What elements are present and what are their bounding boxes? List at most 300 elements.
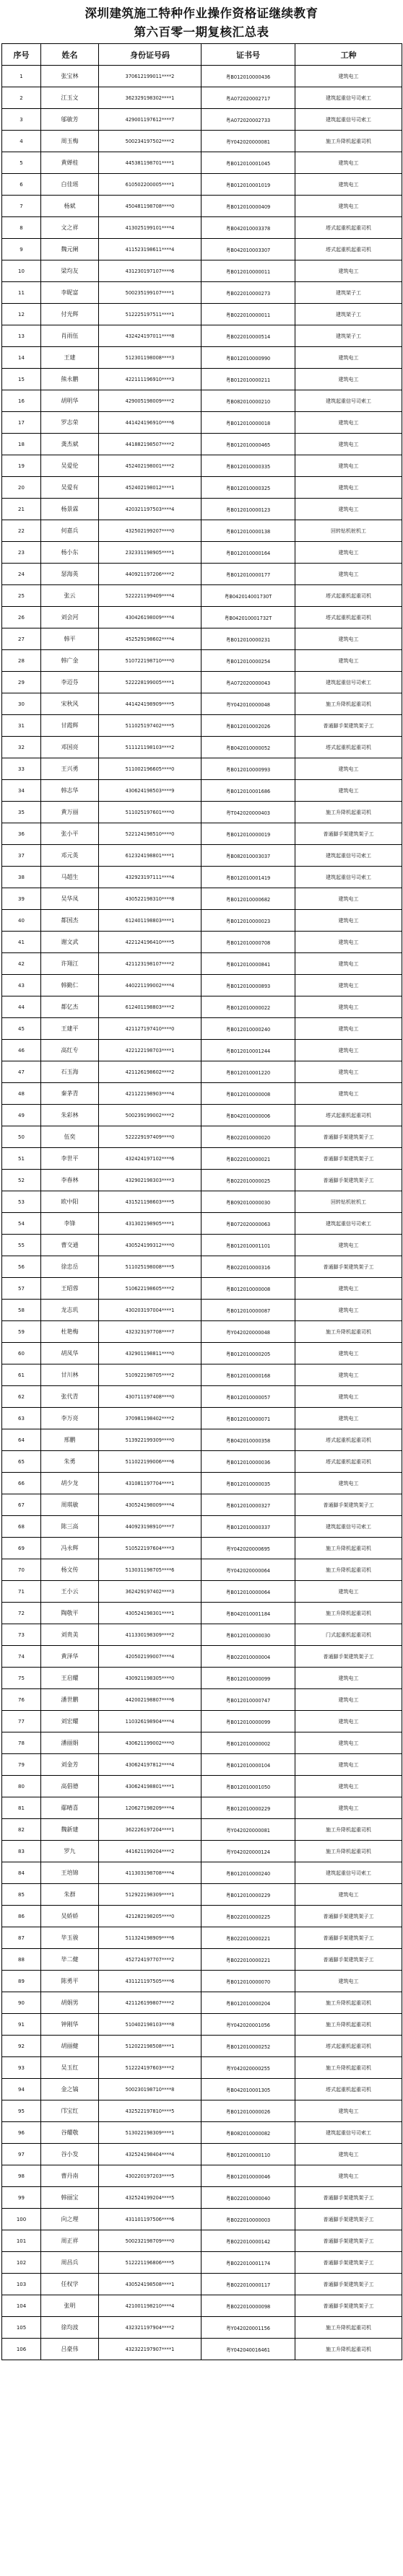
cell-certificate-number: 粤B082010000210 bbox=[202, 390, 295, 412]
cell-name: 高倡德 bbox=[41, 1776, 99, 1797]
cell-certificate-number: 粤B022010000273 bbox=[202, 282, 295, 304]
cell-work-type: 建筑电工 bbox=[295, 1971, 402, 1992]
document-title bbox=[1, 4, 402, 42]
cell-index: 68 bbox=[2, 1516, 41, 1538]
cell-name: 徐忠岳 bbox=[41, 1256, 99, 1278]
cell-id-number: 422111196910****3 bbox=[99, 369, 202, 390]
cell-work-type: 塔式起重机起重司机 bbox=[295, 737, 402, 758]
cell-index: 32 bbox=[2, 737, 41, 758]
cell-id-number: 232331198905****1 bbox=[99, 542, 202, 564]
cell-name: 吕豪伟 bbox=[41, 2339, 99, 2360]
cell-index: 73 bbox=[2, 1624, 41, 1646]
cell-id-number: 510622198605****2 bbox=[99, 1278, 202, 1300]
table-row bbox=[2, 607, 402, 628]
cell-index: 75 bbox=[2, 1668, 41, 1689]
cell-index: 7 bbox=[2, 196, 41, 217]
table-row bbox=[2, 1668, 402, 1689]
cell-certificate-number: 粤B012010000993 bbox=[202, 758, 295, 780]
cell-name: 梁均友 bbox=[41, 260, 99, 282]
table-row bbox=[2, 1386, 402, 1408]
cell-index: 29 bbox=[2, 672, 41, 693]
cell-work-type: 建筑电工 bbox=[295, 1408, 402, 1429]
cell-name: 罗九 bbox=[41, 1841, 99, 1862]
cell-id-number: 513022198309****1 bbox=[99, 2122, 202, 2144]
table-row bbox=[2, 390, 402, 412]
cell-id-number: 430624197812****4 bbox=[99, 1754, 202, 1776]
cell-work-type: 建筑电工 bbox=[295, 152, 402, 174]
cell-work-type: 建筑电工 bbox=[295, 1884, 402, 1906]
cell-work-type: 建筑电工 bbox=[295, 1689, 402, 1711]
cell-index: 67 bbox=[2, 1494, 41, 1516]
cell-id-number: 522124198510****0 bbox=[99, 823, 202, 845]
cell-certificate-number: 粤B042010003307 bbox=[202, 239, 295, 260]
cell-work-type: 施工升降机起重司机 bbox=[295, 2317, 402, 2339]
table-row bbox=[2, 109, 402, 131]
cell-index: 83 bbox=[2, 1841, 41, 1862]
cell-id-number: 432901198811****0 bbox=[99, 1343, 202, 1364]
cell-certificate-number: 粤B012010001220 bbox=[202, 1061, 295, 1083]
cell-name: 潘世鹏 bbox=[41, 1689, 99, 1711]
cell-index: 47 bbox=[2, 1061, 41, 1083]
cell-work-type: 建筑起重信号司索工 bbox=[295, 672, 402, 693]
cell-name: 吴爱有 bbox=[41, 477, 99, 499]
table-row bbox=[2, 2252, 402, 2274]
cell-work-type: 普通脚手架建筑架子工 bbox=[295, 2209, 402, 2230]
cell-work-type: 建筑电工 bbox=[295, 477, 402, 499]
cell-certificate-number: 粤B042010003378 bbox=[202, 217, 295, 239]
cell-index: 50 bbox=[2, 1126, 41, 1148]
cell-id-number: 500235199107****1 bbox=[99, 282, 202, 304]
cell-certificate-number: 粤B012010000110 bbox=[202, 2144, 295, 2165]
table-row bbox=[2, 1451, 402, 1473]
cell-work-type: 施工升降机起重司机 bbox=[295, 1819, 402, 1841]
cell-work-type: 普通脚手架建筑架子工 bbox=[295, 2187, 402, 2209]
cell-work-type: 建筑架子工 bbox=[295, 304, 402, 325]
table-row bbox=[2, 152, 402, 174]
cell-work-type: 建筑电工 bbox=[295, 260, 402, 282]
cell-certificate-number: 粤A072020002717 bbox=[202, 87, 295, 109]
cell-name: 马超生 bbox=[41, 867, 99, 888]
table-row bbox=[2, 1126, 402, 1148]
cell-work-type: 建筑电工 bbox=[295, 1300, 402, 1321]
cell-work-type: 塔式起重机起重司机 bbox=[295, 1429, 402, 1451]
table-row bbox=[2, 650, 402, 672]
cell-name: 熊永鹏 bbox=[41, 369, 99, 390]
cell-name: 刘贵美 bbox=[41, 1624, 99, 1646]
cell-work-type: 塔式起重机起重司机 bbox=[295, 1105, 402, 1126]
cell-id-number: 511324198909****6 bbox=[99, 1927, 202, 1949]
cell-name: 文之祥 bbox=[41, 217, 99, 239]
cell-name: 伍奕 bbox=[41, 1126, 99, 1148]
cell-certificate-number: 粤B042010001305 bbox=[202, 2079, 295, 2100]
cell-index: 84 bbox=[2, 1862, 41, 1884]
cell-work-type: 普通脚手架建筑架子工 bbox=[295, 1906, 402, 1927]
table-row bbox=[2, 499, 402, 520]
cell-name: 魏新建 bbox=[41, 1819, 99, 1841]
summary-table bbox=[1, 43, 402, 2360]
cell-id-number: 431101197506****6 bbox=[99, 2209, 202, 2230]
cell-certificate-number: 粤B012010000254 bbox=[202, 650, 295, 672]
cell-id-number: 420502199007****4 bbox=[99, 1646, 202, 1668]
cell-id-number: 612401198803****1 bbox=[99, 910, 202, 932]
cell-index: 27 bbox=[2, 628, 41, 650]
cell-work-type: 建筑电工 bbox=[295, 564, 402, 585]
cell-certificate-number: 粤B012010000123 bbox=[202, 499, 295, 520]
cell-name: 吴玉红 bbox=[41, 2057, 99, 2079]
cell-name: 刘金芳 bbox=[41, 1754, 99, 1776]
cell-certificate-number: 粤B012010000229 bbox=[202, 1884, 295, 1906]
cell-work-type: 普通脚手架建筑架子工 bbox=[295, 823, 402, 845]
cell-index: 17 bbox=[2, 412, 41, 434]
table-row bbox=[2, 1689, 402, 1711]
table-row bbox=[2, 1213, 402, 1235]
cell-work-type: 建筑电工 bbox=[295, 2165, 402, 2187]
cell-index: 104 bbox=[2, 2295, 41, 2317]
cell-work-type: 塔式起重机起重司机 bbox=[295, 585, 402, 607]
cell-id-number: 430522198310****8 bbox=[99, 888, 202, 910]
cell-certificate-number: 粤B012010000026 bbox=[202, 2100, 295, 2122]
cell-work-type: 建筑电工 bbox=[295, 932, 402, 953]
cell-index: 41 bbox=[2, 932, 41, 953]
cell-name: 胡明华 bbox=[41, 390, 99, 412]
cell-certificate-number: 粤B082010003037 bbox=[202, 845, 295, 867]
cell-id-number: 430524198508****1 bbox=[99, 2274, 202, 2295]
cell-certificate-number: 粤B012010000682 bbox=[202, 888, 295, 910]
cell-index: 72 bbox=[2, 1603, 41, 1624]
cell-certificate-number: 粤B022010000040 bbox=[202, 2187, 295, 2209]
cell-index: 13 bbox=[2, 325, 41, 347]
cell-index: 26 bbox=[2, 607, 41, 628]
cell-certificate-number: 粤B012010000229 bbox=[202, 1797, 295, 1819]
cell-work-type: 施工升降机起重司机 bbox=[295, 2014, 402, 2036]
cell-name: 李世平 bbox=[41, 1148, 99, 1170]
cell-index: 96 bbox=[2, 2122, 41, 2144]
table-row bbox=[2, 347, 402, 369]
cell-index: 9 bbox=[2, 239, 41, 260]
cell-name: 吴爱伦 bbox=[41, 455, 99, 477]
cell-index: 70 bbox=[2, 1559, 41, 1581]
table-row bbox=[2, 2165, 402, 2187]
cell-work-type: 施工升降机起重司机 bbox=[295, 1603, 402, 1624]
cell-name: 李迈芬 bbox=[41, 672, 99, 693]
cell-certificate-number: 粤B012010000071 bbox=[202, 1408, 295, 1429]
cell-id-number: 440921197206****2 bbox=[99, 564, 202, 585]
cell-certificate-number: 粤B012010000205 bbox=[202, 1343, 295, 1364]
cell-name: 杨斌 bbox=[41, 196, 99, 217]
cell-id-number: 445381198701****1 bbox=[99, 152, 202, 174]
table-row bbox=[2, 737, 402, 758]
cell-id-number: 421001198210****4 bbox=[99, 2295, 202, 2317]
cell-id-number: 522221199409****4 bbox=[99, 585, 202, 607]
cell-name: 金之镐 bbox=[41, 2079, 99, 2100]
cell-name: 邢鹏 bbox=[41, 1429, 99, 1451]
table-row bbox=[2, 996, 402, 1018]
cell-id-number: 421126198602****2 bbox=[99, 1061, 202, 1083]
cell-id-number: 432902198303****3 bbox=[99, 1170, 202, 1191]
cell-id-number: 370612199011****2 bbox=[99, 66, 202, 87]
table-row bbox=[2, 1408, 402, 1429]
table-row bbox=[2, 2317, 402, 2339]
cell-index: 25 bbox=[2, 585, 41, 607]
table-row bbox=[2, 2339, 402, 2360]
cell-work-type: 建筑起重信号司索工 bbox=[295, 1516, 402, 1538]
cell-index: 51 bbox=[2, 1148, 41, 1170]
cell-work-type: 施工升降机起重司机 bbox=[295, 1992, 402, 2014]
header-name: 姓名 bbox=[41, 44, 99, 66]
cell-index: 89 bbox=[2, 1971, 41, 1992]
cell-name: 朱群 bbox=[41, 1884, 99, 1906]
cell-certificate-number: 粤B072020000063 bbox=[202, 1213, 295, 1235]
cell-work-type: 建筑电工 bbox=[295, 1386, 402, 1408]
cell-certificate-number: 粤Y042020000124 bbox=[202, 1841, 295, 1862]
cell-name: 徐均波 bbox=[41, 2317, 99, 2339]
cell-name: 刘宏耀 bbox=[41, 1711, 99, 1732]
cell-id-number: 420321197503****4 bbox=[99, 499, 202, 520]
table-row bbox=[2, 672, 402, 693]
cell-name: 李昵富 bbox=[41, 282, 99, 304]
cell-id-number: 510722198710****0 bbox=[99, 650, 202, 672]
cell-name: 杨景霖 bbox=[41, 499, 99, 520]
cell-work-type: 普通脚手架建筑架子工 bbox=[295, 2295, 402, 2317]
table-row bbox=[2, 2036, 402, 2057]
cell-certificate-number: 粤B012010000104 bbox=[202, 1754, 295, 1776]
cell-index: 30 bbox=[2, 693, 41, 715]
cell-index: 69 bbox=[2, 1538, 41, 1559]
cell-work-type: 建筑起重信号司索工 bbox=[295, 867, 402, 888]
table-row bbox=[2, 477, 402, 499]
cell-certificate-number: 粤B042010000358 bbox=[202, 1429, 295, 1451]
cell-index: 64 bbox=[2, 1429, 41, 1451]
cell-certificate-number: 粤B012010000893 bbox=[202, 975, 295, 996]
cell-id-number: 413025199101****4 bbox=[99, 217, 202, 239]
cell-work-type: 建筑电工 bbox=[295, 499, 402, 520]
cell-certificate-number: 粤Y042020000255 bbox=[202, 2057, 295, 2079]
cell-id-number: 500230198710****8 bbox=[99, 2079, 202, 2100]
table-row bbox=[2, 1300, 402, 1321]
table-row bbox=[2, 196, 402, 217]
cell-work-type: 门式起重机起重司机 bbox=[295, 1624, 402, 1646]
cell-index: 18 bbox=[2, 434, 41, 455]
table-row bbox=[2, 1927, 402, 1949]
cell-id-number: 411523198611****4 bbox=[99, 239, 202, 260]
header-work-type: 工种 bbox=[295, 44, 402, 66]
cell-certificate-number: 粤B042010001732T bbox=[202, 607, 295, 628]
table-body bbox=[2, 66, 402, 2360]
cell-work-type: 建筑电工 bbox=[295, 1083, 402, 1105]
table-row bbox=[2, 715, 402, 737]
cell-id-number: 430624198801****1 bbox=[99, 1776, 202, 1797]
table-row bbox=[2, 1473, 402, 1494]
cell-work-type: 建筑起重信号司索工 bbox=[295, 390, 402, 412]
table-row bbox=[2, 2057, 402, 2079]
cell-certificate-number: 粤B012010000099 bbox=[202, 1668, 295, 1689]
cell-id-number: 500234197502****2 bbox=[99, 131, 202, 152]
cell-id-number: 110326198904****4 bbox=[99, 1711, 202, 1732]
cell-certificate-number: 粤B042014001730T bbox=[202, 585, 295, 607]
cell-work-type: 建筑起重信号司索工 bbox=[295, 1862, 402, 1884]
cell-certificate-number: 粤B012010001045 bbox=[202, 152, 295, 174]
cell-certificate-number: 粤B012010001101 bbox=[202, 1235, 295, 1256]
cell-name: 李锋 bbox=[41, 1213, 99, 1235]
cell-name: 王兴勇 bbox=[41, 758, 99, 780]
cell-index: 2 bbox=[2, 87, 41, 109]
table-row bbox=[2, 1949, 402, 1971]
cell-certificate-number: 粤B012010001050 bbox=[202, 1776, 295, 1797]
table-row bbox=[2, 1819, 402, 1841]
table-row bbox=[2, 2230, 402, 2252]
cell-work-type: 建筑电工 bbox=[295, 1776, 402, 1797]
cell-index: 99 bbox=[2, 2187, 41, 2209]
cell-certificate-number: 粤B012010000019 bbox=[202, 823, 295, 845]
cell-index: 46 bbox=[2, 1040, 41, 1061]
cell-index: 11 bbox=[2, 282, 41, 304]
cell-id-number: 370981198402****2 bbox=[99, 1408, 202, 1429]
cell-id-number: 411303198708****4 bbox=[99, 1862, 202, 1884]
table-row bbox=[2, 1711, 402, 1732]
table-row bbox=[2, 2144, 402, 2165]
table-row bbox=[2, 1235, 402, 1256]
cell-name: 钟刚华 bbox=[41, 2014, 99, 2036]
table-row bbox=[2, 2100, 402, 2122]
table-row bbox=[2, 2274, 402, 2295]
cell-name: 毕二健 bbox=[41, 1949, 99, 1971]
cell-index: 91 bbox=[2, 2014, 41, 2036]
cell-id-number: 500239199002****2 bbox=[99, 1105, 202, 1126]
cell-index: 37 bbox=[2, 845, 41, 867]
cell-name: 黄婵桂 bbox=[41, 152, 99, 174]
cell-index: 74 bbox=[2, 1646, 41, 1668]
cell-id-number: 513922199309****0 bbox=[99, 1429, 202, 1451]
cell-index: 12 bbox=[2, 304, 41, 325]
cell-work-type: 建筑电工 bbox=[295, 1732, 402, 1754]
cell-certificate-number: 粤B012010001019 bbox=[202, 174, 295, 196]
cell-id-number: 610502200005****1 bbox=[99, 174, 202, 196]
cell-index: 44 bbox=[2, 996, 41, 1018]
cell-index: 28 bbox=[2, 650, 41, 672]
cell-id-number: 441621199204****2 bbox=[99, 1841, 202, 1862]
cell-certificate-number: 粤B092010000030 bbox=[202, 1191, 295, 1213]
cell-name: 高红专 bbox=[41, 1040, 99, 1061]
cell-index: 61 bbox=[2, 1364, 41, 1386]
table-row bbox=[2, 910, 402, 932]
cell-index: 48 bbox=[2, 1083, 41, 1105]
cell-id-number: 430524198009****4 bbox=[99, 1494, 202, 1516]
cell-id-number: 429001197612****7 bbox=[99, 109, 202, 131]
table-row bbox=[2, 953, 402, 975]
cell-id-number: 430624198503****9 bbox=[99, 780, 202, 802]
cell-index: 58 bbox=[2, 1300, 41, 1321]
cell-certificate-number: 粤B012010000070 bbox=[202, 1971, 295, 1992]
cell-id-number: 430711197408****0 bbox=[99, 1386, 202, 1408]
cell-index: 24 bbox=[2, 564, 41, 585]
cell-certificate-number: 粤B012010000177 bbox=[202, 564, 295, 585]
cell-work-type: 建筑电工 bbox=[295, 1581, 402, 1603]
cell-index: 88 bbox=[2, 1949, 41, 1971]
cell-name: 欧中阳 bbox=[41, 1191, 99, 1213]
cell-id-number: 511121198103****2 bbox=[99, 737, 202, 758]
cell-id-number: 430921198305****0 bbox=[99, 1668, 202, 1689]
cell-name: 王培锦 bbox=[41, 1862, 99, 1884]
cell-index: 34 bbox=[2, 780, 41, 802]
cell-work-type: 建筑架子工 bbox=[295, 325, 402, 347]
cell-id-number: 450481198708****0 bbox=[99, 196, 202, 217]
cell-work-type: 建筑起重信号司索工 bbox=[295, 109, 402, 131]
cell-name: 都亿杰 bbox=[41, 996, 99, 1018]
table-row bbox=[2, 1624, 402, 1646]
cell-name: 杨小东 bbox=[41, 542, 99, 564]
cell-name: 肖雨伍 bbox=[41, 325, 99, 347]
cell-certificate-number: 粤B012010000204 bbox=[202, 1992, 295, 2014]
cell-work-type: 施工升降机起重司机 bbox=[295, 1559, 402, 1581]
cell-id-number: 432424197011****8 bbox=[99, 325, 202, 347]
header-id-number: 身份证号码 bbox=[99, 44, 202, 66]
cell-work-type: 建筑电工 bbox=[295, 66, 402, 87]
table-row bbox=[2, 1581, 402, 1603]
cell-index: 87 bbox=[2, 1927, 41, 1949]
cell-certificate-number: 粤B022010000316 bbox=[202, 1256, 295, 1278]
cell-certificate-number: 粤B012010000747 bbox=[202, 1689, 295, 1711]
cell-name: 鄢晴喜 bbox=[41, 1797, 99, 1819]
cell-certificate-number: 粤B012010000335 bbox=[202, 455, 295, 477]
cell-work-type: 建筑电工 bbox=[295, 650, 402, 672]
cell-index: 15 bbox=[2, 369, 41, 390]
cell-name: 何嘉兵 bbox=[41, 520, 99, 542]
cell-index: 106 bbox=[2, 2339, 41, 2360]
cell-index: 63 bbox=[2, 1408, 41, 1429]
cell-index: 77 bbox=[2, 1711, 41, 1732]
cell-id-number: 510522197604****3 bbox=[99, 1538, 202, 1559]
cell-certificate-number: 粤B022010000225 bbox=[202, 1906, 295, 1927]
cell-id-number: 432424197102****6 bbox=[99, 1148, 202, 1170]
table-row bbox=[2, 1992, 402, 2014]
cell-name: 曹交通 bbox=[41, 1235, 99, 1256]
cell-id-number: 432502199207****0 bbox=[99, 520, 202, 542]
table-row bbox=[2, 239, 402, 260]
table-row bbox=[2, 1170, 402, 1191]
cell-name: 罗志荣 bbox=[41, 412, 99, 434]
header-index: 序号 bbox=[2, 44, 41, 66]
cell-id-number: 441424196910****6 bbox=[99, 412, 202, 434]
table-row bbox=[2, 131, 402, 152]
cell-name: 朱彩林 bbox=[41, 1105, 99, 1126]
cell-index: 60 bbox=[2, 1343, 41, 1364]
cell-certificate-number: 粤Y042020000695 bbox=[202, 1538, 295, 1559]
cell-id-number: 422122198703****1 bbox=[99, 1040, 202, 1061]
cell-id-number: 512221196806****5 bbox=[99, 2252, 202, 2274]
cell-work-type: 塔式起重机起重司机 bbox=[295, 2079, 402, 2100]
cell-name: 甘川林 bbox=[41, 1364, 99, 1386]
cell-index: 5 bbox=[2, 152, 41, 174]
cell-id-number: 512225197511****1 bbox=[99, 304, 202, 325]
cell-name: 任权学 bbox=[41, 2274, 99, 2295]
cell-work-type: 普通脚手架建筑架子工 bbox=[295, 1494, 402, 1516]
cell-work-type: 建筑电工 bbox=[295, 1364, 402, 1386]
header-certificate-number: 证书号 bbox=[202, 44, 295, 66]
cell-work-type: 建筑电工 bbox=[295, 975, 402, 996]
cell-index: 56 bbox=[2, 1256, 41, 1278]
cell-index: 95 bbox=[2, 2100, 41, 2122]
cell-work-type: 普通脚手架建筑架子工 bbox=[295, 1927, 402, 1949]
cell-name: 王昭蓉 bbox=[41, 1278, 99, 1300]
cell-name: 白佳瑶 bbox=[41, 174, 99, 196]
table-row bbox=[2, 1061, 402, 1083]
cell-work-type: 普通脚手架建筑架子工 bbox=[295, 715, 402, 737]
cell-index: 22 bbox=[2, 520, 41, 542]
table-row bbox=[2, 2295, 402, 2317]
cell-name: 魏元阑 bbox=[41, 239, 99, 260]
cell-index: 86 bbox=[2, 1906, 41, 1927]
cell-id-number: 432524199204****5 bbox=[99, 2187, 202, 2209]
